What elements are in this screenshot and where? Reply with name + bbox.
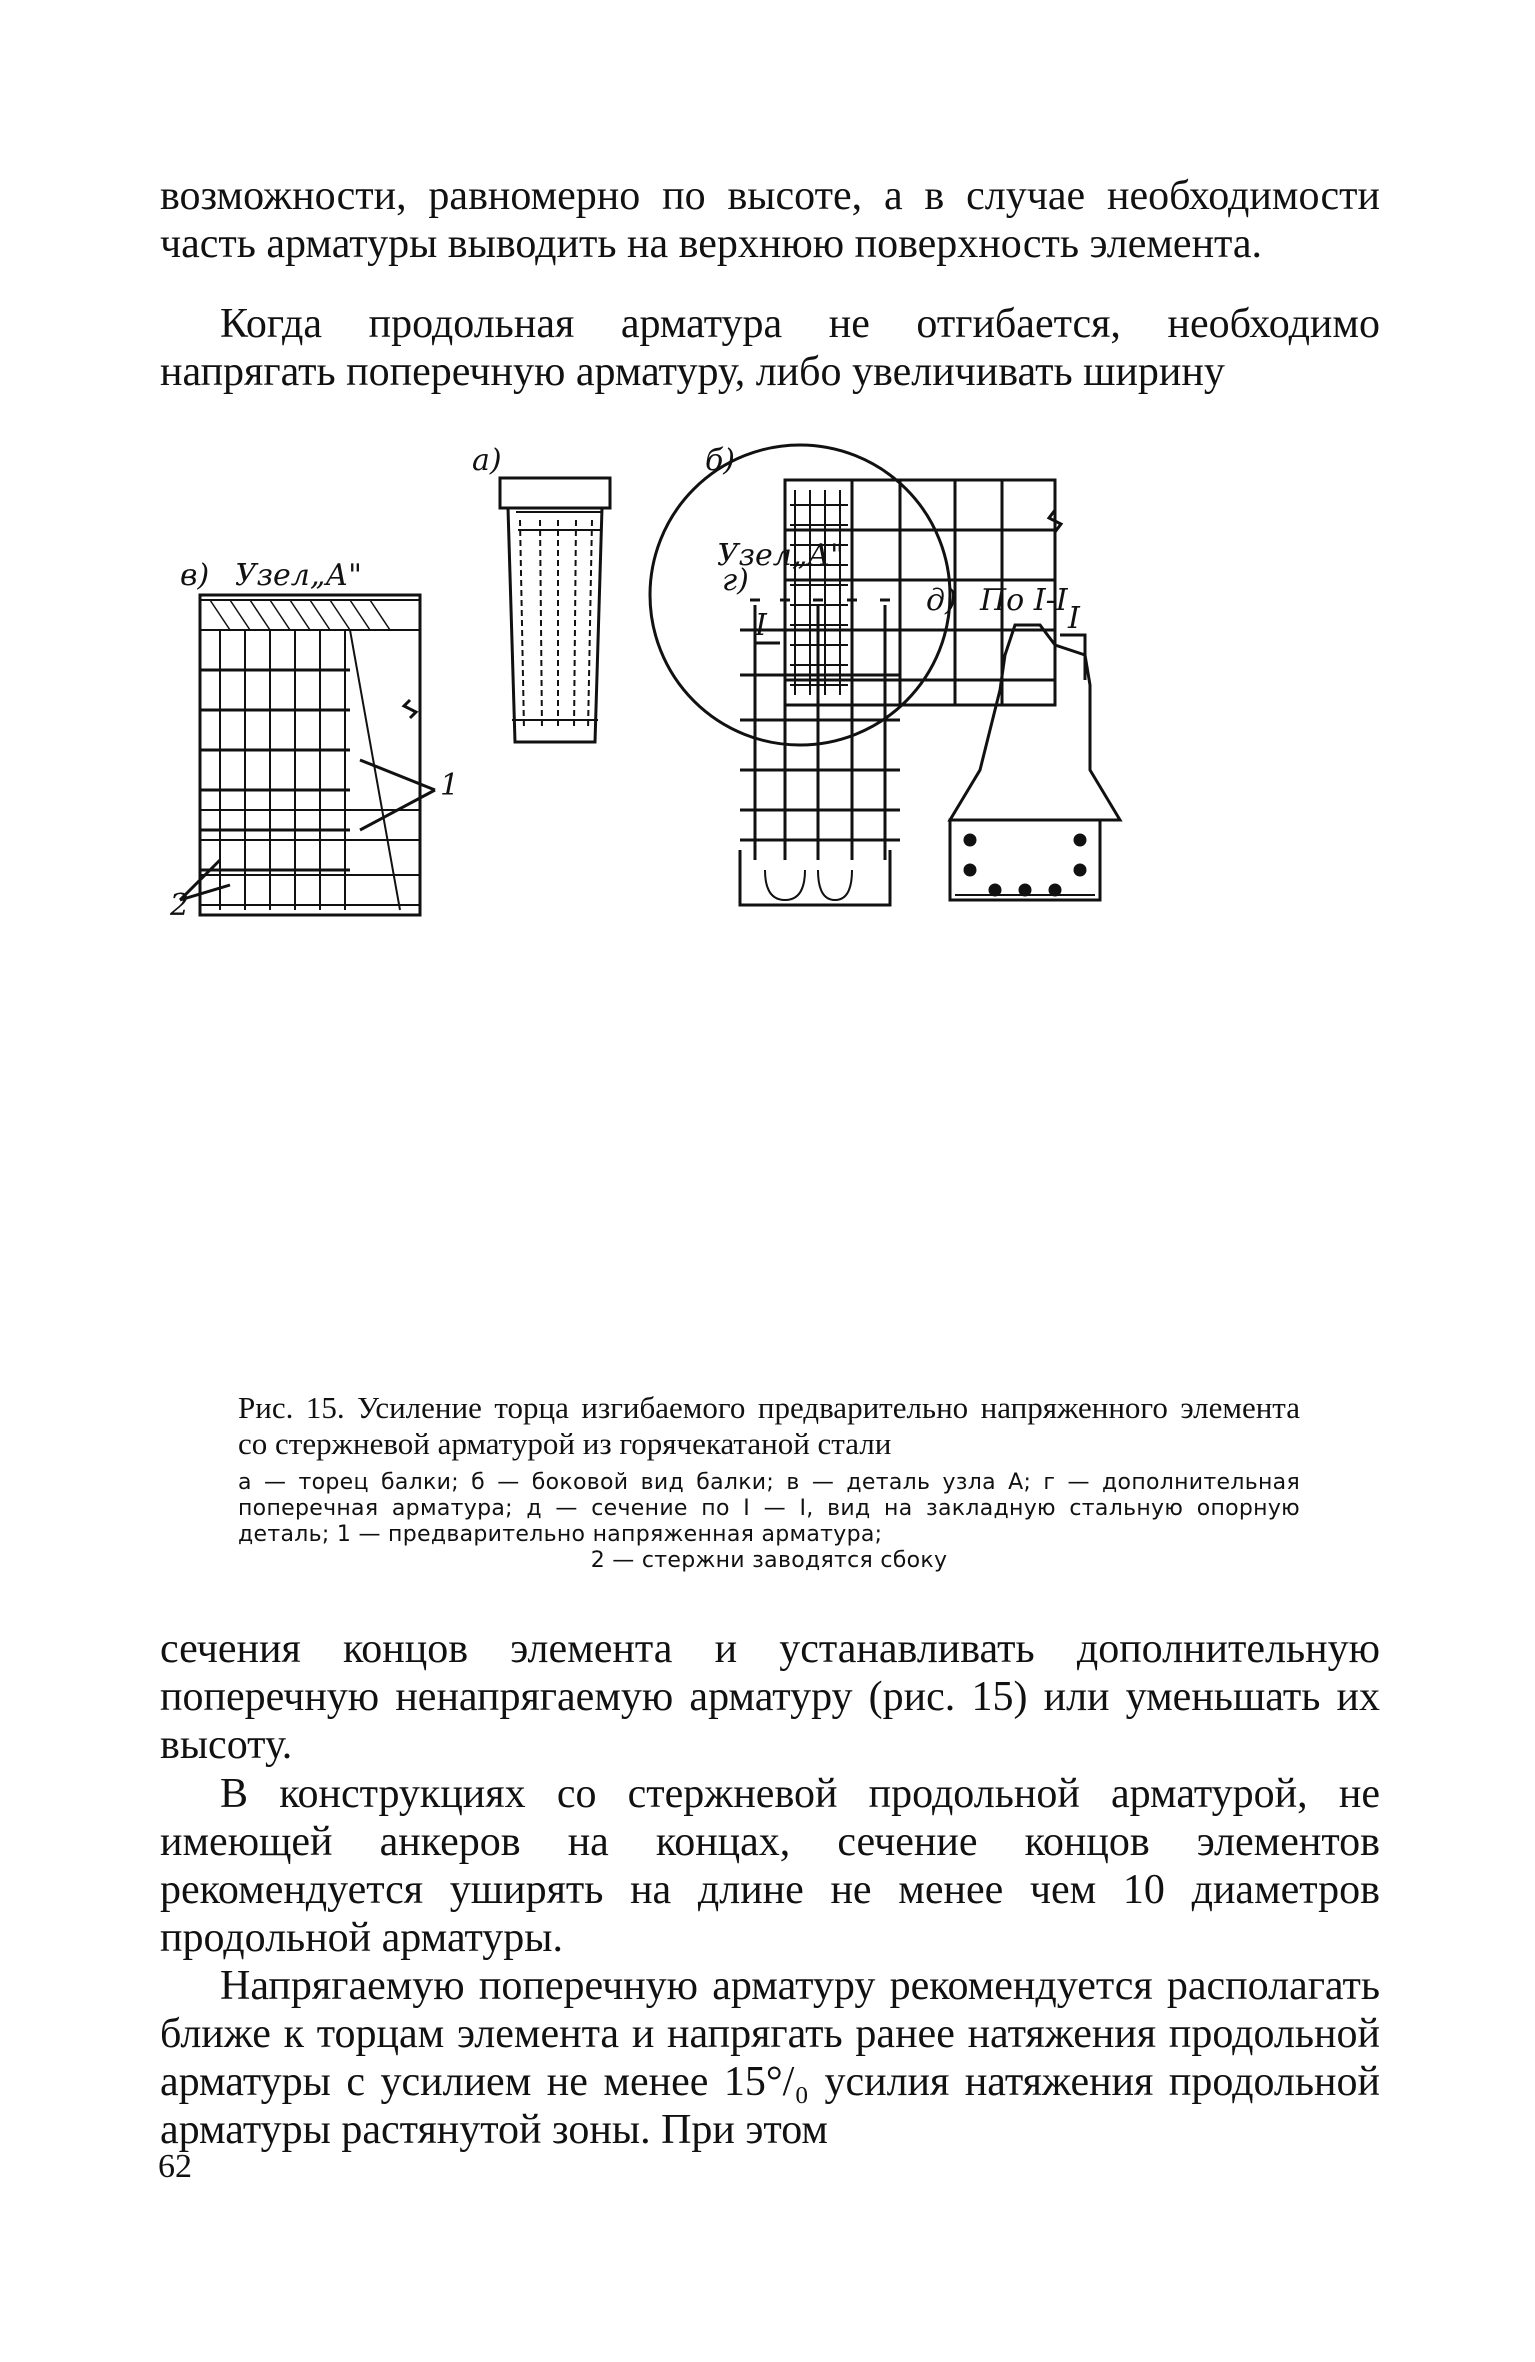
section-mark-left: I [755, 608, 767, 643]
detail-circle [650, 445, 950, 745]
page-number: 62 [158, 2148, 192, 2185]
figure-caption-title: Рис. 15. Усиление торца изгибаемого предварительно напряженного элемента со стержневой арматурой из горячекатаной стали [238, 1390, 1300, 1461]
figure-caption-legend [238, 1470, 1300, 1574]
label-v: в) [180, 558, 210, 593]
paragraph-2: Когда продольная арматура не отгибается, необходимо напрягать поперечную арматуру, либо увеличивать ширину [160, 301, 1380, 395]
callout-1: 1 [440, 768, 460, 803]
figure-15 [170, 430, 1320, 1390]
label-d: д) [926, 583, 957, 618]
panel-a-beam-end [472, 443, 610, 742]
paragraph-5: Напрягаемую поперечную арматуру рекомендуется располагать ближе к торцам элемента и напрягать ранее натяжения продольной арматуры с усилием не менее 15°/₀ усилия натяжения продольной арматуры растянутой зоны. При этом [160, 1963, 1380, 2153]
legend-last: 2 — стержни заводятся сбоку [590, 1548, 948, 1573]
legend-main: а — торец балки; б — боковой вид балки; в — деталь узла А; г — дополнительная поперечная арматура; д — сечение по I — I, вид на закладную стальную опорную деталь; 1 — предварительно напряженная арматура; [238, 1470, 1300, 1547]
panel-v-node-detail [169, 558, 459, 923]
node-a-label-v: Узел„А" [235, 558, 362, 593]
paragraph-3: сечения концов элемента и устанавливать дополнительную поперечную ненапрягаемую арматуру (рис. 15) или уменьшать их высоту. [160, 1626, 1380, 1768]
label-a: а) [472, 443, 502, 478]
paragraph-4: В конструкциях со стержневой продольной арматурой, не имеющей анкеров на концах, сечение концов элементов рекомендуется уширять на длине не менее чем 10 диаметров продольной арматуры. [160, 1771, 1380, 1961]
section-mark-right: I [1068, 601, 1080, 636]
label-g: г) [722, 563, 749, 598]
node-a-label-b: Узел„А" [717, 538, 844, 573]
section-title: По I-I [980, 583, 1068, 618]
label-b: б) [705, 443, 736, 478]
paragraph-1: возможности, равномерно по высоте, а в случае необходимости часть арматуры выводить на верхнюю поверхность элемента. [160, 173, 1380, 267]
callout-2: 2 [170, 888, 190, 923]
